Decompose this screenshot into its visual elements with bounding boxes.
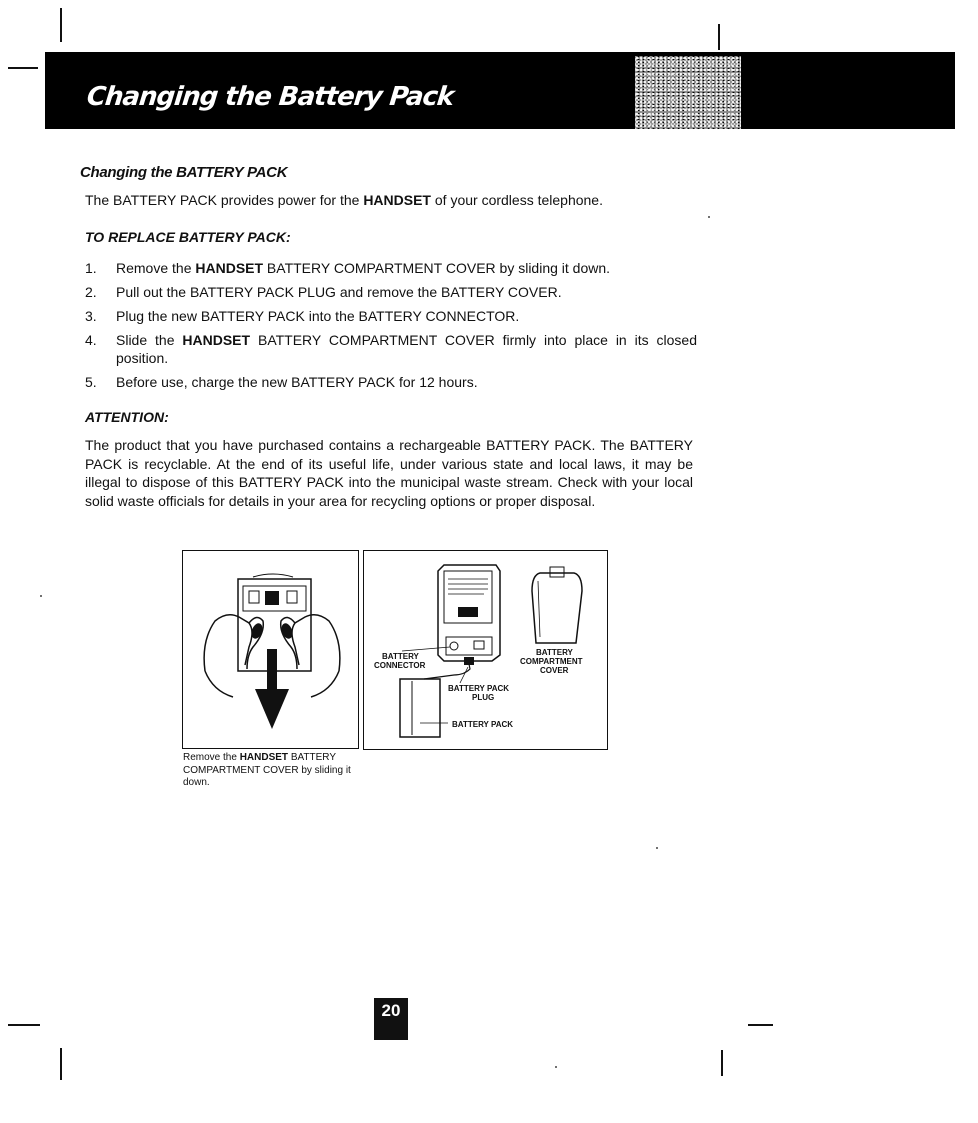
intro-before: The BATTERY PACK provides power for the (85, 192, 364, 208)
crop-mark-top-left (8, 67, 38, 69)
intro-bold: HANDSET (363, 192, 431, 208)
header-texture-block (635, 56, 741, 129)
hands-illustration (183, 551, 357, 747)
list-item (85, 283, 697, 301)
step-number: 1. (85, 260, 97, 276)
step-text: Pull out the BATTERY PACK PLUG and remove the BATTERY COVER. (116, 284, 562, 300)
list-item (85, 373, 697, 391)
label-compartment-cover-2: COMPARTMENT (520, 657, 583, 666)
replace-heading: TO REPLACE BATTERY PACK: (85, 229, 291, 245)
intro-after: of your cordless telephone. (430, 192, 603, 208)
scan-speck (708, 216, 710, 218)
page-number: 20 (374, 998, 408, 1040)
crop-mark-bottom-right (748, 1024, 773, 1026)
figure-caption: Remove the HANDSET BATTERY COMPARTMENT COVER by sliding it down. (183, 752, 351, 788)
replace-steps-list (85, 259, 697, 397)
crop-mark-bottom-left (8, 1024, 40, 1026)
label-compartment-cover-1: BATTERY (536, 648, 573, 657)
label-battery-pack-plug-2: PLUG (472, 693, 495, 702)
scan-speck (656, 847, 658, 849)
label-battery-connector-1: BATTERY (382, 652, 419, 661)
label-battery-connector-2: CONNECTOR (374, 661, 426, 670)
label-battery-pack: BATTERY PACK (452, 720, 514, 729)
step-text: Slide the HANDSET BATTERY COMPARTMENT COVER firmly into place in its closed position. (116, 332, 697, 366)
section-title: Changing the BATTERY PACK (80, 164, 288, 181)
figure-battery-diagram (363, 550, 608, 750)
label-battery-pack-plug-1: BATTERY PACK (448, 684, 510, 693)
crop-mark-top-left-vertical (60, 8, 62, 42)
crop-mark-bottom-right-vertical (721, 1050, 723, 1076)
label-compartment-cover-3: COVER (540, 666, 569, 675)
figure-hands-sliding-cover (182, 550, 359, 749)
crop-mark-bottom-left-vertical (60, 1048, 62, 1080)
list-item (85, 259, 697, 277)
attention-heading: ATTENTION: (85, 409, 169, 425)
step-text: Plug the new BATTERY PACK into the BATTERY CONNECTOR. (116, 308, 520, 324)
crop-mark-top-right-vertical (718, 24, 720, 50)
list-item (85, 331, 697, 367)
step-number: 4. (85, 332, 97, 348)
step-number: 3. (85, 308, 97, 324)
step-number: 5. (85, 374, 97, 390)
header-band (45, 52, 955, 129)
battery-diagram (364, 551, 606, 748)
intro-paragraph (85, 192, 603, 208)
attention-paragraph: The product that you have purchased contains a rechargeable BATTERY PACK. The BATTERY PACK is recyclable. At the end of its useful life, under various state and local laws, it may be illegal to dispose of this BATTERY PACK into the municipal waste stream. Check with your local solid waste officials for details in your area for recycling options or proper disposal. (85, 437, 693, 509)
list-item (85, 307, 697, 325)
step-text: Remove the HANDSET BATTERY COMPARTMENT COVER by sliding it down. (116, 260, 611, 276)
scan-speck (555, 1066, 557, 1068)
page-title: Changing the Battery Pack (85, 82, 455, 112)
scan-speck (40, 595, 42, 597)
step-number: 2. (85, 284, 97, 300)
step-text: Before use, charge the new BATTERY PACK for 12 hours. (116, 374, 478, 390)
